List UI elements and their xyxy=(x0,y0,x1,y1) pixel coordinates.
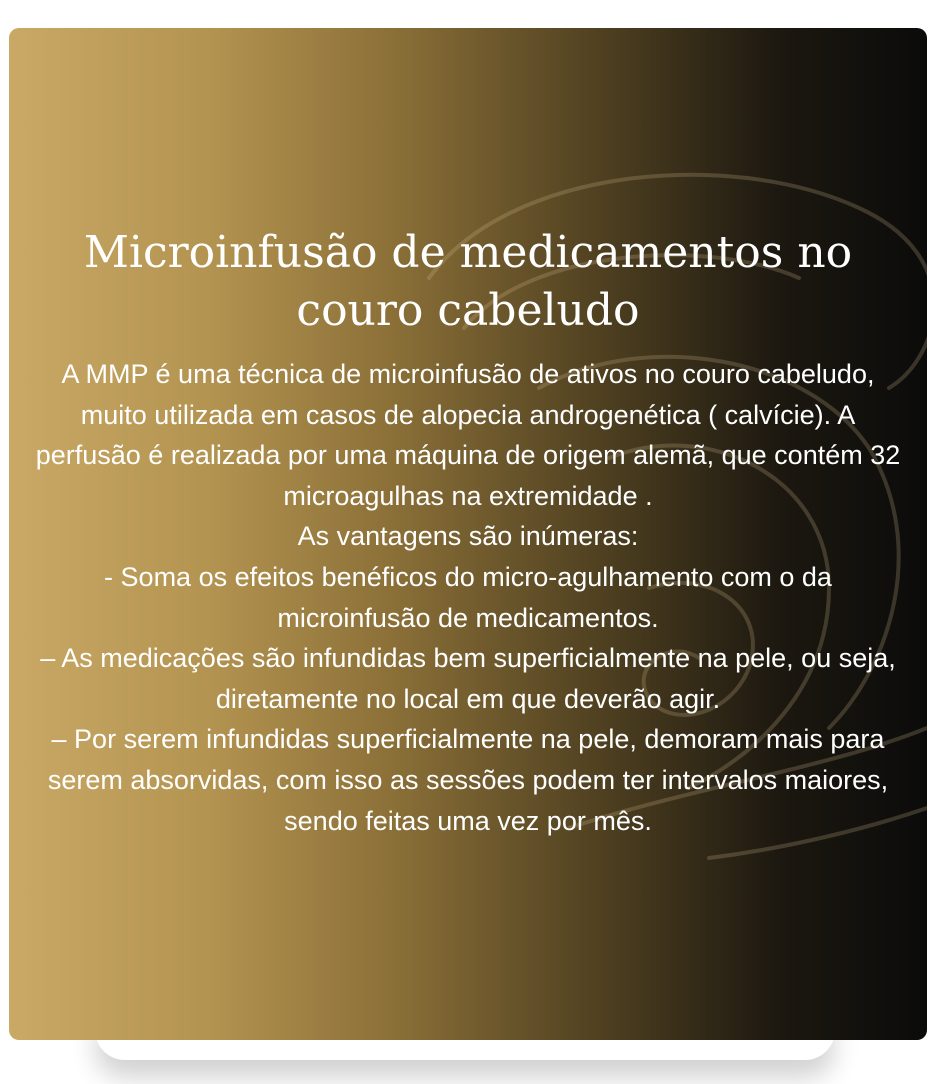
card-content xyxy=(9,224,927,841)
card-title: Microinfusão de medicamentos no couro cabeludo xyxy=(83,227,853,336)
advantage-item: - Soma os efeitos benéficos do micro-agulhamento com o da microinfusão de medicamentos. xyxy=(104,561,832,633)
advantage-item: – Por serem infundidas superficialmente na pele, demoram mais para serem absorvidas, com isso as sessões podem ter intervalos maiores, sendo feitas uma vez por mês. xyxy=(47,724,889,836)
description-intro: A MMP é uma técnica de microinfusão de ativos no couro cabeludo, muito utilizada em casos de alopecia androgenética ( calvície). A perfusão é realizada por uma máquina de origem alemã, que contém 32 microagulhas na extremidade . xyxy=(35,359,901,511)
info-card xyxy=(9,28,927,1040)
advantage-item: – As medicações são infundidas bem superficialmente na pele, ou seja, diretamente no local em que deverão agir. xyxy=(40,643,896,714)
card-description xyxy=(28,354,908,841)
advantages-heading: As vantagens são inúmeras: xyxy=(297,521,639,552)
